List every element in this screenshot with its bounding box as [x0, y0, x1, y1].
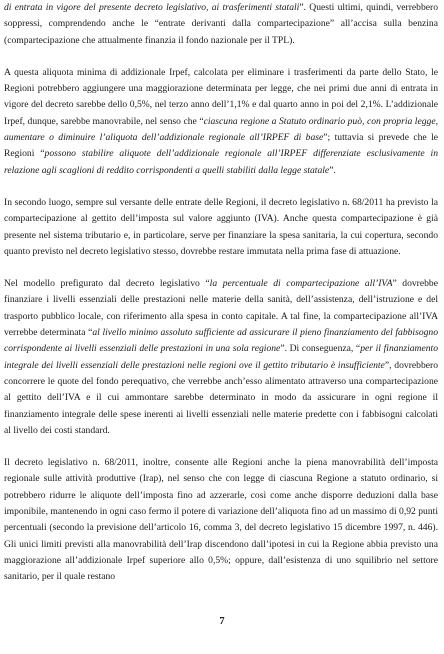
italic-quotation: ciascuna regione a Statuto ordinario può, con propria legge, aumentare o diminuire l’aliquota dell’addizionale regionale all’IRPEF di base [4, 115, 438, 144]
italic-quotation: al livello minimo assoluto sufficiente ad assicurare il pieno finanziamento del fabbisogno corrispondente ai livelli essenziali delle prestazioni in una sola regione [4, 327, 439, 355]
paragraph [4, 65, 438, 179]
page-number: 7 [219, 616, 225, 627]
text-run: In secondo luogo, sempre sul versante delle entrate delle Regioni, il decreto legislativo n. 68/2011 ha previsto la compartecipazione al gettito dell’imposta sul valore aggiunto (IVA). Anche questa compartecipazione è già presente nel sistema tributario e, in particolare, serve per finanziare la spesa sanitaria, la cui copertura, secondo quanto previsto nel decreto legislativo stesso, dovrebbe restare immutata nella prima fase di attuazione. [4, 196, 438, 257]
text-run: ”. Di conseguenza, “ [280, 343, 361, 355]
paragraph [4, 455, 438, 585]
text-run: ”, dovrebbero concorrere le quote del fondo perequativo, che verrebbe anch’esso alimentato attraverso una compartecipazione al gettito dell’IVA e il cui ammontare sarebbe determinato in modo da assicurare in ogni regione il finanziamento integrale delle spese inerenti ai livelli essenziali nelle materie predette con i fabbisogni calcolati al livello dei costi standard. [4, 359, 438, 436]
italic-quotation: possono stabilire aliquote dell’addizionale regionale all’IRPEF differenziate esclusivamente in relazione agli scaglioni di reddito corrispondenti a quelli stabiliti dalla legge statale [4, 148, 438, 176]
italic-quotation: per il finanziamento integrale dei livelli essenziali delle prestazioni nelle regioni ove il gettito tributario è insufficiente [4, 343, 438, 371]
text-run: ” dovrebbe finanziare i livelli essenziali delle prestazioni nelle materie della sanità, dell’assistenza, dell’istruzione e del trasporto pubblico locale, con riferimento alla spesa in conto capitale. A tal fine, la compartecipazione all’IVA verrebbe determinata “ [4, 278, 438, 339]
paragraph [4, 0, 438, 49]
body-text [4, 0, 438, 596]
paragraph [4, 276, 438, 439]
italic-quotation: di entrata in vigore del presente decreto legislativo, ai trasferimenti statali [4, 2, 300, 13]
text-run: ”. [329, 164, 336, 176]
text-run: ”. Questi ultimi, quindi, verrebbero soppressi, comprendendo anche le “entrate derivanti dalla compartecipazione” all’accisa sulla benzina (compartecipazione che attualmente finanzia il fondo nazionale per il TPL). [4, 2, 438, 46]
italic-quotation: la percentuale di compartecipazione all’IVA [209, 278, 393, 290]
paragraph [4, 195, 438, 260]
text-run: ”; tuttavia si prevede che le Regioni “ [4, 132, 438, 160]
text-run: Il decreto legislativo n. 68/2011, inoltre, consente alle Regioni anche la piena manovrabilità dell’imposta regionale sulle attività produttive (Irap), nel senso che con legge di ciascuna Regione a statuto ordinario, si potrebbero ridurre le aliquote dell’imposta fino ad azzerarle, così come anche disporre deduzioni dalla base imponibile, mantenendo in ogni caso fermo il potere di variazione dell’aliquota fino ad un massimo di 0,92 punti percentuali (secondo la previsione dell’articolo 16, comma 3, del decreto legislativo 15 dicembre 1997, n. 446). Gli unici limiti previsti alla manovrabilità dell’Irap discendono dall’ipotesi in cui la Regione abbia previsto una maggiorazione all’addizionale Irpef superiore allo 0,5%; oppure, dall’esistenza di uno squilibrio nel settore sanitario, per il quale restano [4, 457, 438, 583]
text-run: A questa aliquota minima di addizionale Irpef, calcolata per eliminare i trasferimenti da parte dello Stato, le Regioni potrebbero aggiungere una maggiorazione determinata per legge, che nei primi due anni di entrata in vigore del decreto sarebbe dello 0,5%, nel terzo anno dell’1,1% e dal quarto anno in poi del 2,1%. L’addizionale Irpef, dunque, sarebbe manovrabile, nel senso che “ [4, 66, 438, 127]
text-run: Nel modello prefigurato dal decreto legislativo “ [4, 278, 210, 290]
